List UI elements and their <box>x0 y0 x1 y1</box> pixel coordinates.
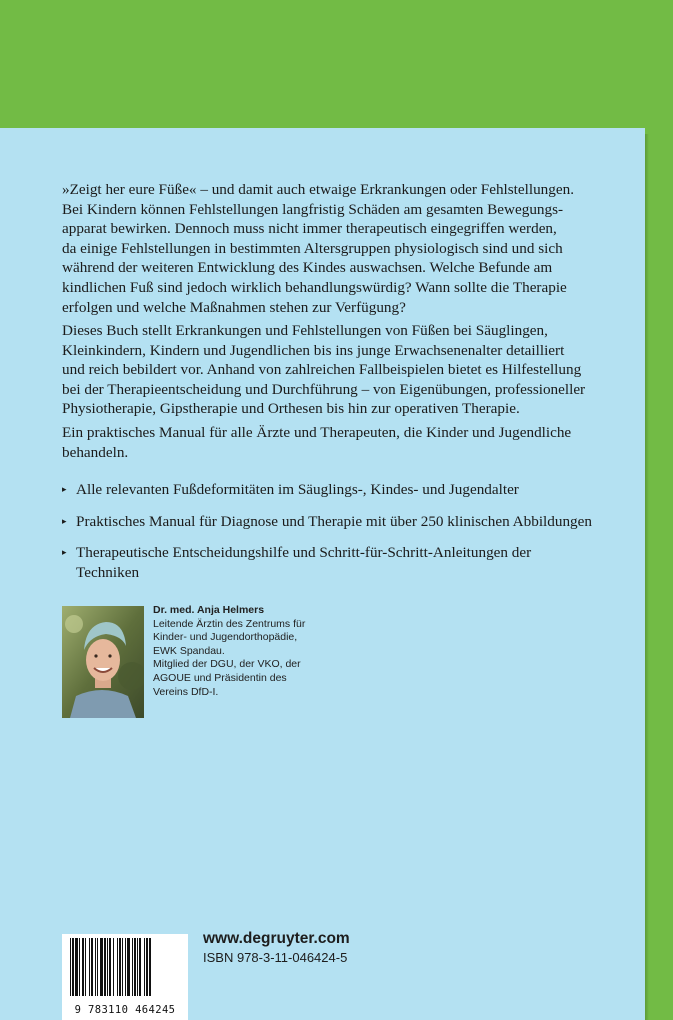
text-line: kindlichen Fuß sind jedoch wirklich behandlungswürdig? Wann sollte die Therapie <box>62 278 567 296</box>
list-item <box>62 480 622 500</box>
text-line: da einige Fehlstellungen in bestimmten Altersgruppen physiologisch sind und sich <box>62 239 563 257</box>
list-item <box>62 512 622 532</box>
author-bio-line: Mitglied der DGU, der VKO, der <box>153 658 301 671</box>
text-line: und reich bebildert vor. Anhand von zahlreichen Fallbeispielen bietet es Hilfestellung <box>62 361 582 379</box>
list-item <box>62 543 622 582</box>
author-bio-line: EWK Spandau. <box>153 644 225 657</box>
author-name: Dr. med. Anja Helmers <box>153 604 265 616</box>
list-item-text: Praktisches Manual für Diagnose und Therapie mit über 250 klinischen Abbildungen <box>76 512 592 530</box>
description-paragraph <box>62 321 602 419</box>
author-info <box>153 604 393 699</box>
publisher-website: www.degruyter.com <box>203 930 350 947</box>
list-item-text: Therapeutische Entscheidungshilfe und Schritt-für-Schritt-Anleitungen der <box>76 544 532 562</box>
author-bio-line: Kinder- und Jugendorthopädie, <box>153 631 298 644</box>
bullet-marker-icon: ▸ <box>62 484 67 494</box>
author-portrait-icon <box>62 606 144 718</box>
text-line: behandeln. <box>62 443 129 461</box>
text-line: erfolgen und welche Maßnahmen stehen zur Verfügung? <box>62 298 406 316</box>
barcode <box>62 934 188 1020</box>
author-photo <box>62 606 144 718</box>
feature-list <box>62 480 622 594</box>
barcode-number: 9 783110 464245 <box>74 1004 176 1016</box>
text-line: Bei Kindern können Fehlstellungen langfristig Schäden am gesamten Bewegungs- <box>62 200 564 218</box>
list-item-text: Alle relevanten Fußdeformitäten im Säuglings-, Kindes- und Jugendalter <box>76 481 519 498</box>
author-bio-line: Leitende Ärztin des Zentrums für <box>153 617 306 630</box>
bullet-marker-icon: ▸ <box>62 547 67 558</box>
text-line: bei der Therapieentscheidung und Durchführung – von Eigenübungen, professioneller <box>62 380 586 398</box>
text-line: Physiotherapie, Gipstherapie und Orthesen bis hin zur operativen Therapie. <box>62 400 520 418</box>
author-bio-line: AGOUE und Präsidentin des <box>153 671 287 684</box>
text-line: »Zeigt her eure Füße« – und damit auch etwaige Erkrankungen oder Fehlstellungen. <box>62 181 574 198</box>
audience-paragraph <box>62 423 602 462</box>
barcode-icon <box>62 934 188 1004</box>
text-line: apparat bewirken. Dennoch muss nicht immer therapeutisch eingegriffen werden, <box>62 220 557 238</box>
list-item-text: Techniken <box>76 563 140 581</box>
bullet-marker-icon: ▸ <box>62 515 67 526</box>
text-line: während der weiteren Entwicklung des Kindes auswachsen. Welche Befunde am <box>62 259 553 277</box>
intro-paragraph <box>62 180 602 317</box>
text-line: Kleinkindern, Kindern und Jugendlichen bis ins junge Erwachsenenalter detailliert <box>62 341 565 359</box>
isbn-number: ISBN 978-3-11-046424-5 <box>203 950 348 965</box>
text-line: Ein praktisches Manual für alle Ärzte und Therapeuten, die Kinder und Jugendliche <box>62 424 572 441</box>
author-bio-line: Vereins DfD-I. <box>153 685 219 698</box>
text-line: Dieses Buch stellt Erkrankungen und Fehlstellungen von Füßen bei Säuglingen, <box>62 322 548 339</box>
panel-shadow <box>645 134 649 1020</box>
